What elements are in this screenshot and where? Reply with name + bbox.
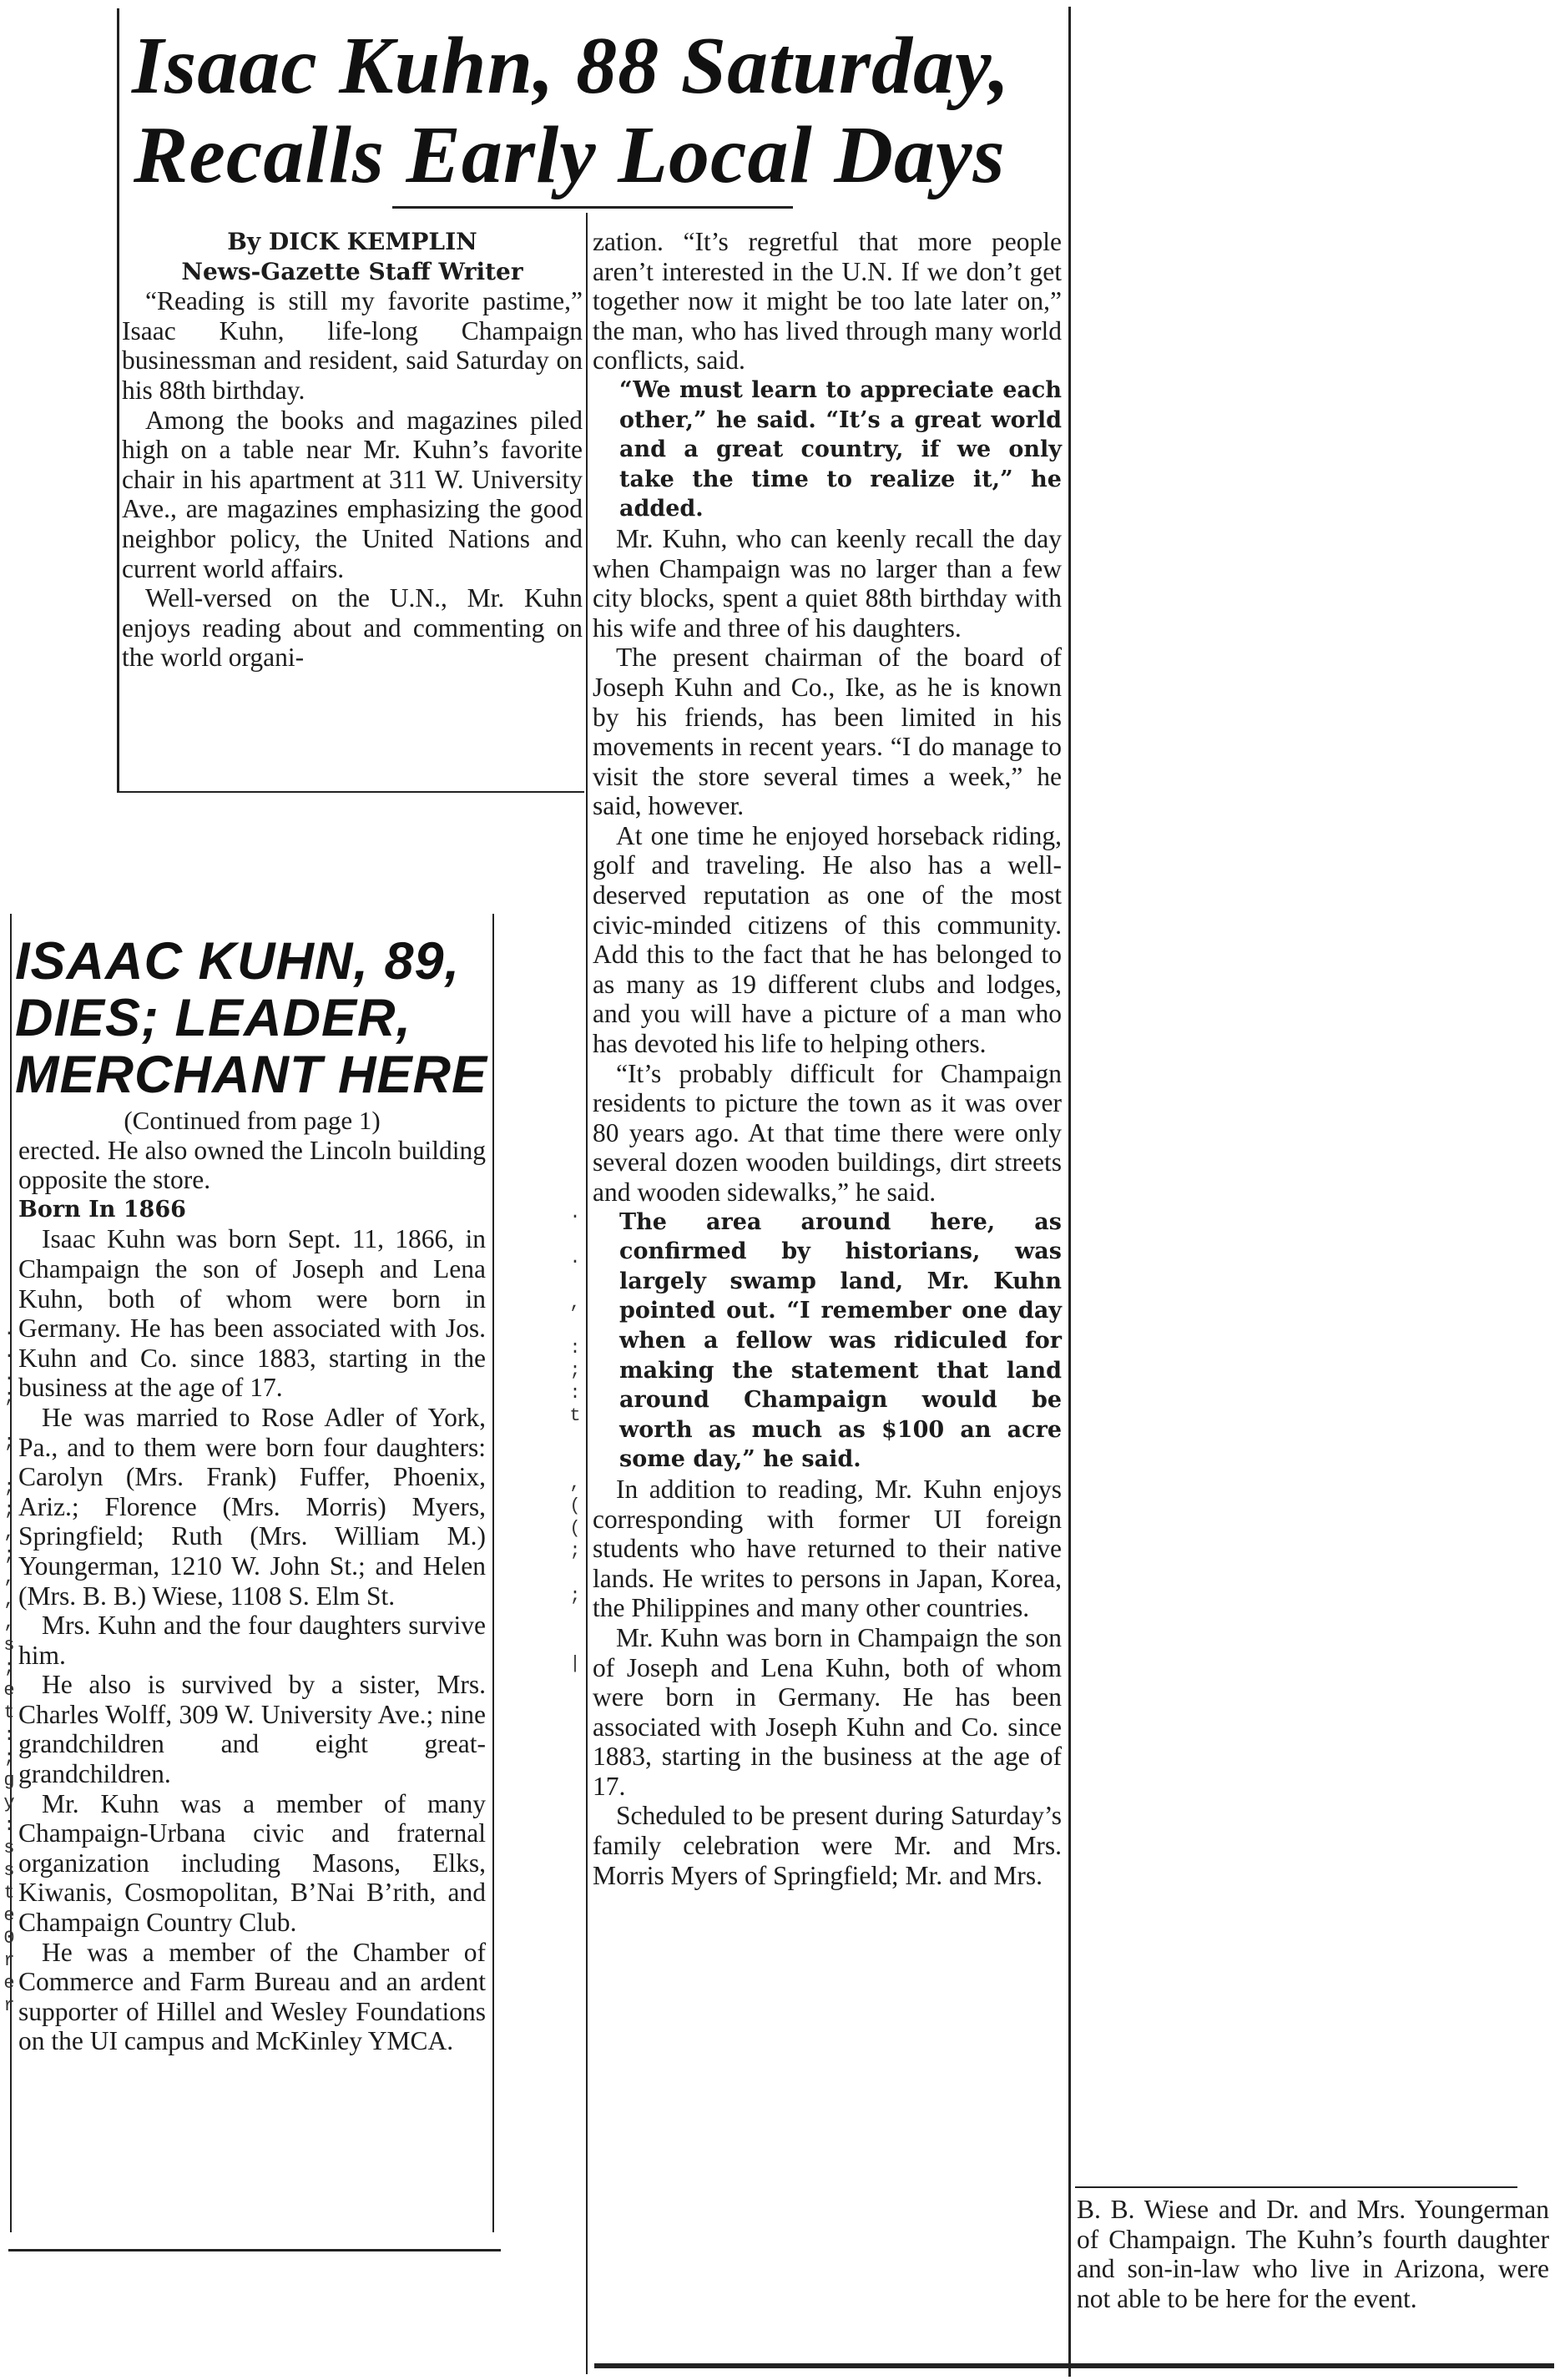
article1-quote: The area around here, as confirmed by historians, was largely swamp land, Mr. Kuhn pointed out. “I remember one day when a fellow was ridiculed for making the statement that land around Champaign would be worth as much as $100 an acre some day,” he said. bbox=[619, 1208, 1062, 1473]
article2-right-rule bbox=[492, 914, 494, 2232]
page-bottom-rule bbox=[594, 2363, 1554, 2368]
article2-body bbox=[18, 1106, 486, 2056]
article2-headline-line2: DIES; LEADER, bbox=[15, 989, 412, 1047]
article1-paragraph: zation. “It’s regretful that more people aren’t interested in the U.N. If we don’t get together now it might be too late later on,” the man, who has lived through many world conflicts, said. bbox=[593, 227, 1062, 376]
article1-paragraph: Mr. Kuhn, who can keenly recall the day when Champaign was no larger than a few city blocks, spent a quiet 88th birthday with his wife and three of his daughters. bbox=[593, 523, 1062, 643]
article2-paragraph: Mrs. Kuhn and the four daughters survive him. bbox=[18, 1611, 486, 1670]
article1-left-rule bbox=[117, 8, 119, 793]
article2-bottom-rule bbox=[8, 2249, 501, 2251]
article1-column-3 bbox=[1077, 2195, 1549, 2313]
article1-paragraph: At one time he enjoyed horseback riding, golf and traveling. He also has a well-deserved reputation as one of the most civic-minded citizens of this community. Add this to the fact that he has belonged to as many as 19 different clubs and lodges, and you will have a picture of a man who has devoted his life to helping others. bbox=[593, 820, 1062, 1059]
column-divider-middle bbox=[586, 213, 588, 2374]
article2-paragraph: erected. He also owned the Lincoln building opposite the store. bbox=[18, 1135, 486, 1195]
byline-title: News-Gazette Staff Writer bbox=[181, 257, 523, 285]
article2-headline-line1: ISAAC KUHN, 89, bbox=[15, 932, 461, 991]
article2-headline-line3: MERCHANT HERE bbox=[15, 1046, 488, 1104]
byline-name: By DICK KEMPLIN bbox=[227, 228, 477, 255]
article1-column-1 bbox=[122, 227, 583, 673]
article1-paragraph: The present chairman of the board of Joseph Kuhn and Co., Ike, as he is known by his friends, has been limited in his movements in recent years. “I do manage to visit the store several times a week,” he said, however. bbox=[593, 643, 1062, 821]
column-divider-right bbox=[1068, 7, 1071, 2377]
continued-note: (Continued from page 1) bbox=[124, 1106, 381, 1135]
article1-paragraph: B. B. Wiese and Dr. and Mrs. Youngerman of Champaign. The Kuhn’s fourth daughter and son-in-law who live in Arizona, were not able to be here for the event. bbox=[1077, 2195, 1549, 2313]
article1-column-2 bbox=[593, 227, 1062, 1890]
article1-quote: “We must learn to appreciate each other,” he said. “It’s a great world and a great country, if we only take the time to realize it,” he added. bbox=[619, 376, 1062, 522]
article1-paragraph: Well-versed on the U.N., Mr. Kuhn enjoys reading about and commenting on the world organi- bbox=[122, 583, 583, 673]
clipped-column-fragment: . . , : ; : t , ( ( ; ; | bbox=[569, 1203, 581, 1674]
column-3-top-rule bbox=[1075, 2186, 1517, 2188]
article2-subhead: Born In 1866 bbox=[18, 1196, 186, 1223]
article1-paragraph: In addition to reading, Mr. Kuhn enjoys corresponding with former UI foreign students who have returned to their native lands. He writes to persons in Japan, Korea, the Philippines and many other countries. bbox=[593, 1474, 1062, 1623]
article2-paragraph: He was married to Rose Adler of York, Pa., and to them were born four daughters: Carolyn (Mrs. Frank) Fuffer, Phoenix, Ariz.; Florence (Mrs. Morris) Myers, Springfield; Ruth (Mrs. William M.) Youngerman, 1210 W. John St.; and Helen (Mrs. B. B.) Wiese, 1108 S. Elm St. bbox=[18, 1402, 486, 1611]
article1-bottom-rule bbox=[117, 791, 584, 793]
article1-paragraph: Scheduled to be present during Saturday’s family celebration were Mr. and Mrs. Morris Myers of Springfield; Mr. and Mrs. bbox=[593, 1801, 1062, 1890]
article2-paragraph: He was a member of the Chamber of Commerce and Farm Bureau and an ardent supporter of Hillel and Wesley Foundations on the UI campus and McKinley YMCA. bbox=[18, 1937, 486, 2056]
article2-paragraph: He also is survived by a sister, Mrs. Charles Wolff, 309 W. University Ave.; nine grandchildren and eight great-grandchildren. bbox=[18, 1670, 486, 1789]
headline-underline bbox=[392, 206, 793, 209]
clipped-column-fragment: . . . ; ; ; ; , ; , , , s ; e t : ; g y : s s t e 0 r e r bbox=[3, 1319, 15, 2016]
article1-paragraph: “It’s probably difficult for Champaign residents to picture the town as it was over 80 years ago. At that time there were only several dozen wooden buildings, dirt streets and wooden sidewalks,” he said. bbox=[593, 1058, 1062, 1207]
article1-headline-line1: Isaac Kuhn, 88 Saturday, bbox=[132, 21, 1011, 111]
article1-paragraph: Mr. Kuhn was born in Champaign the son of Joseph and Lena Kuhn, both of whom were born in Germany. He has been associated with Joseph Kuhn and Co. since 1883, starting in the business at the age of 17. bbox=[593, 1622, 1062, 1801]
article2-paragraph: Mr. Kuhn was a member of many Champaign-Urbana civic and fraternal organization including Masons, Elks, Kiwanis, Cosmopolitan, B’Nai B’rith, and Champaign Country Club. bbox=[18, 1788, 486, 1938]
article1-paragraph: “Reading is still my favorite pastime,” Isaac Kuhn, life-long Champaign businessman and resident, said Saturday on his 88th birthday. bbox=[122, 286, 583, 405]
article1-headline-line2: Recalls Early Local Days bbox=[134, 110, 1006, 200]
article1-paragraph: Among the books and magazines piled high on a table near Mr. Kuhn’s favorite chair in his apartment at 311 W. University Ave., are magazines emphasizing the good neighbor policy, the United Nations and current world affairs. bbox=[122, 405, 583, 583]
article2-paragraph: Isaac Kuhn was born Sept. 11, 1866, in Champaign the son of Joseph and Lena Kuhn, both of whom were born in Germany. He has been associated with Jos. Kuhn and Co. since 1883, starting in the business at the age of 17. bbox=[18, 1224, 486, 1403]
